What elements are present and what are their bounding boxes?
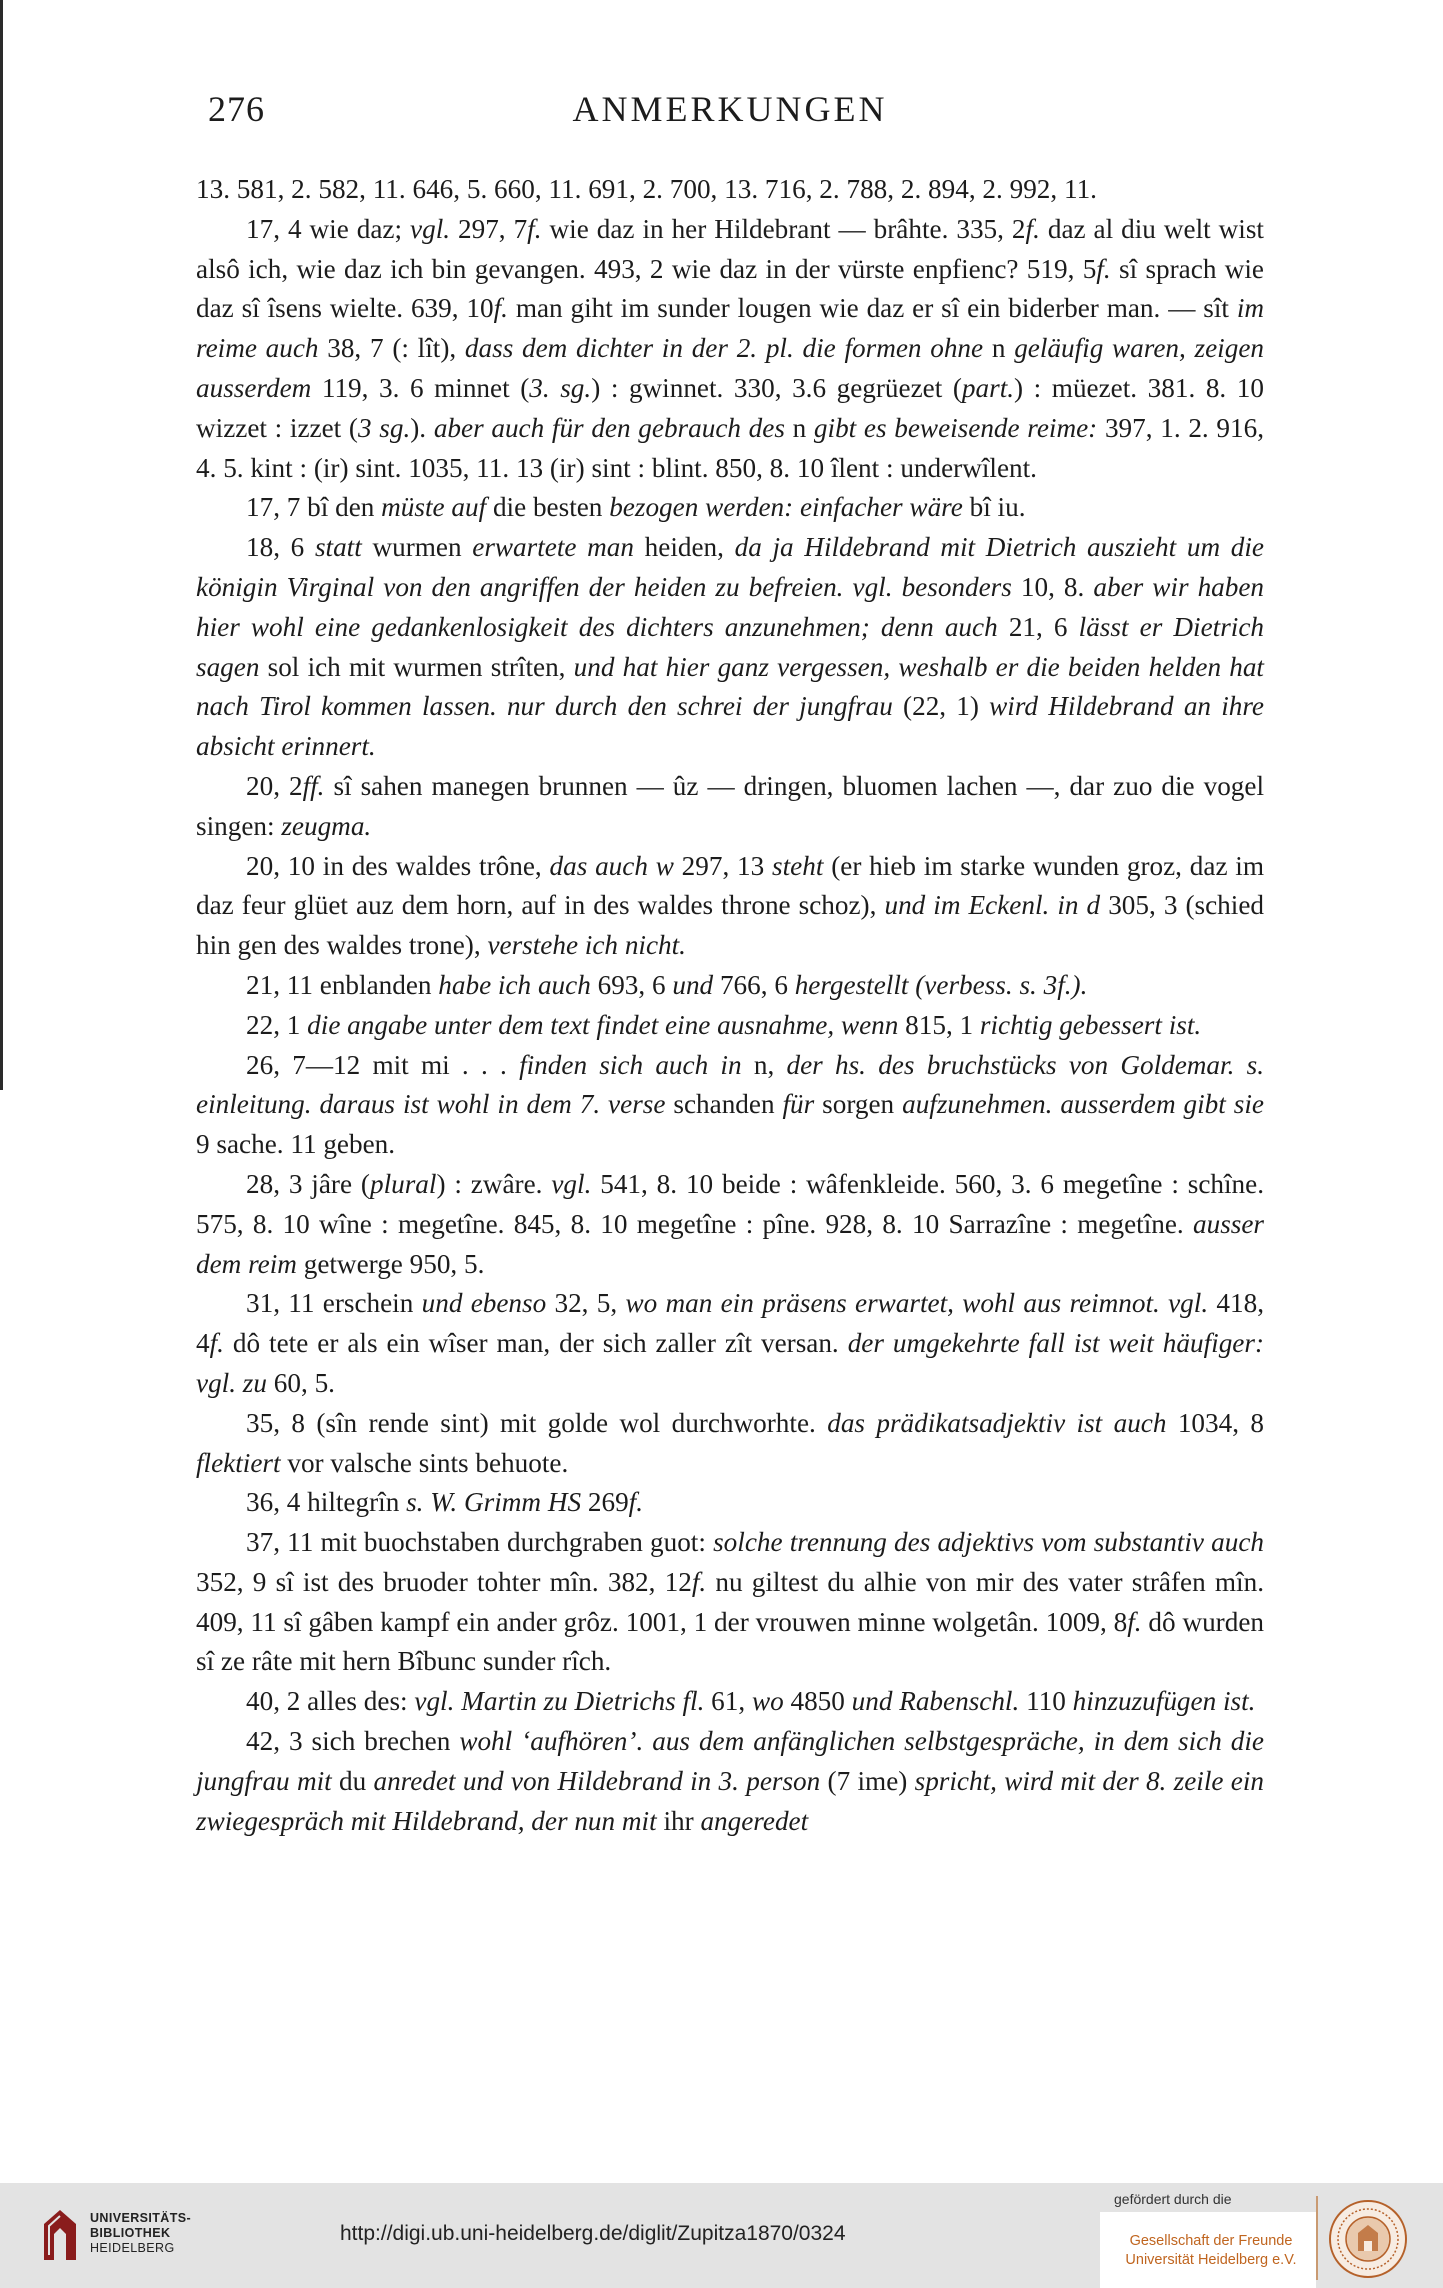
text-run: ). <box>410 412 434 443</box>
text-run: 297, 13 <box>673 850 773 881</box>
notes-body <box>196 170 1264 1841</box>
italic-run: f. <box>628 1487 644 1518</box>
text-run: 26, 7—12 mit mi . . . <box>246 1049 520 1080</box>
text-run: sî sprach wie daz sî îsens wielte. 639, 10 <box>196 253 1264 324</box>
text-run: 20, 10 in des waldes trône, <box>246 850 550 881</box>
italic-run: gibt es beweisende reime: <box>813 412 1098 443</box>
italic-run: f. <box>1096 253 1111 284</box>
italic-run: dass dem dichter in der 2. pl. die formen ohne <box>464 333 984 364</box>
italic-run: da ja Hildebrand mit Dietrich auszieht um die königin Virginal von den angriffen der heiden zu befreien. vgl. besonders <box>196 532 1264 602</box>
italic-run: die angabe unter dem text findet eine ausnahme, wenn <box>307 1009 899 1040</box>
text-run: getwerge 950, 5. <box>296 1248 485 1279</box>
text-run: 305, 3 (schied hin gen des waldes trone), <box>196 890 1264 961</box>
italic-run: vgl. Martin zu Dietrichs fl. <box>414 1686 705 1717</box>
note-paragraph <box>196 1523 1264 1682</box>
italic-run: angeredet <box>700 1805 809 1836</box>
italic-run: f. <box>527 213 542 244</box>
text-run: ) : zwâre. <box>436 1168 552 1199</box>
italic-run: und ebenso <box>421 1288 547 1319</box>
text-run: 60, 5. <box>266 1367 335 1398</box>
text-run: ihr <box>656 1805 701 1836</box>
italic-run: für <box>782 1089 815 1120</box>
text-run: dô wurden sî ze râte mit hern Bîbunc sunder rîch. <box>196 1606 1264 1677</box>
text-run: 541, 8. 10 beide : wâfenkleide. 560, 3. 6 megetîne : schîne. 575, 8. 10 wîne : megetîne. 845, 8. 10 megetîne : pîne. 928, 8. 10 Sarrazîne : megetîne. <box>196 1168 1265 1239</box>
italic-run: finden sich auch in <box>519 1049 742 1080</box>
italic-run: das prädikatsadjektiv ist auch <box>827 1407 1167 1438</box>
text-run: 4850 <box>783 1686 852 1717</box>
text-run: 61, <box>704 1686 752 1717</box>
italic-run: lässt er Dietrich sagen <box>196 611 1265 682</box>
italic-run: anredet und von Hildebrand in 3. person <box>373 1765 821 1796</box>
italic-run: 3 sg. <box>357 412 411 443</box>
note-paragraph <box>196 210 1264 489</box>
italic-run: aufzunehmen. ausserdem gibt sie <box>902 1089 1264 1120</box>
page-number: 276 <box>208 89 265 129</box>
italic-run: f. <box>1025 213 1040 244</box>
text-run: dô tete er als ein wîser man, der sich zaller zît versan. <box>223 1328 848 1359</box>
text-run: die besten <box>486 492 610 523</box>
text-run: wurmen <box>361 532 473 563</box>
note-paragraph <box>196 1165 1264 1284</box>
text-run: 17, 7 bî den <box>246 492 382 523</box>
text-run: 119, 3. 6 minnet ( <box>311 372 530 403</box>
library-name-line: HEIDELBERG <box>90 2241 175 2255</box>
italic-run: f. <box>209 1328 224 1359</box>
text-run: 31, 11 erschein <box>246 1288 422 1319</box>
text-run: man giht im sunder lougen wie daz er sî ein biderber man. — sît <box>507 293 1237 324</box>
italic-run: 3. sg. <box>529 372 592 403</box>
italic-run: ff. <box>302 770 325 801</box>
text-run: n <box>784 412 814 443</box>
text-run: heiden, <box>633 532 735 563</box>
text-run: 10, 8. <box>1011 571 1094 602</box>
page-header <box>196 88 1264 138</box>
text-run: wie daz in her Hildebrant — brâhte. 335, 2 <box>541 213 1026 244</box>
text-run: 36, 4 hiltegrîn <box>246 1487 407 1518</box>
note-paragraph <box>196 1483 1264 1523</box>
funder-name-line: Universität Heidelberg e.V. <box>1125 2252 1297 2268</box>
text-run: 32, 5, <box>546 1288 626 1319</box>
text-run: schanden <box>665 1089 783 1120</box>
text-run: bî iu. <box>962 492 1026 523</box>
italic-run: statt <box>314 532 362 563</box>
note-paragraph <box>196 847 1264 966</box>
italic-run: hinzuzufügen ist. <box>1072 1686 1256 1717</box>
text-run: du <box>331 1765 374 1796</box>
text-run: 17, 4 wie daz; <box>246 213 411 244</box>
italic-run: und Rabenschl. <box>851 1686 1020 1717</box>
text-run: (7 ime) <box>820 1765 915 1796</box>
funder-name-line: Gesellschaft der Freunde <box>1129 2233 1293 2249</box>
text-run: 815, 1 <box>898 1009 980 1040</box>
text-run: ) : gwinnet. 330, 3.6 gegrüezet ( <box>591 372 962 403</box>
italic-run: der umgekehrte fall ist weit häufiger: vgl. zu <box>196 1328 1264 1398</box>
italic-run: wo man ein präsens erwartet, wohl aus reimnot. vgl. <box>625 1288 1209 1319</box>
text-run: 110 <box>1019 1686 1073 1717</box>
italic-run: und <box>672 969 714 1000</box>
text-run: 397, 1. 2. 916, 4. 5. kint : (ir) sint. 1035, 11. 13 (ir) sint : blint. 850, 8. 10 îlent : underwîlent. <box>196 412 1264 483</box>
note-paragraph <box>196 1046 1264 1165</box>
text-run: 352, 9 sî ist des bruoder tohter mîn. 382, 12 <box>196 1566 692 1597</box>
funder-divider <box>1316 2196 1318 2280</box>
italic-run: aber auch für den gebrauch des <box>433 412 785 443</box>
italic-run: steht <box>772 850 824 881</box>
text-run: (22, 1) <box>892 691 990 722</box>
text-run: 40, 2 alles des: <box>246 1686 415 1717</box>
text-run: n, <box>741 1049 787 1080</box>
text-run: vor valsche sints behuote. <box>280 1447 569 1478</box>
permalink-url[interactable]: http://digi.ub.uni-heidelberg.de/diglit/Zupitza1870/0324 <box>340 2222 846 2245</box>
italic-run: flektiert <box>196 1447 281 1478</box>
text-run: 18, 6 <box>246 532 315 563</box>
library-name-line: UNIVERSITÄTS- <box>90 2211 192 2225</box>
note-paragraph <box>196 1682 1264 1722</box>
italic-run: wohl ‘aufhören’. aus dem anfänglichen selbstgespräche, in dem sich die jungfrau mit <box>196 1726 1264 1796</box>
italic-run: wird Hildebrand an ihre absicht erinnert. <box>196 691 1265 762</box>
text-run: 28, 3 jâre ( <box>246 1168 370 1199</box>
italic-run: erwartete man <box>472 532 634 563</box>
text-run: daz al diu welt wist alsô ich, wie daz ich bin gevangen. 493, 2 wie daz in der vürste enpfienc? 519, 5 <box>196 213 1264 284</box>
italic-run: das auch w <box>549 850 674 881</box>
italic-run: vgl. <box>410 213 451 244</box>
running-title: ANMERKUNGEN <box>572 89 888 129</box>
italic-run: s. W. Grimm HS <box>406 1487 582 1518</box>
text-run: 38, 7 (: lît), <box>318 333 465 364</box>
note-paragraph <box>196 1006 1264 1046</box>
note-paragraph <box>196 1404 1264 1484</box>
text-run: 35, 8 (sîn rende sint) mit golde wol durchworhte. <box>246 1407 828 1438</box>
text-run: 20, 2 <box>246 770 303 801</box>
text-run: 21, 6 <box>997 611 1079 642</box>
library-name <box>90 2211 191 2256</box>
italic-run: zeugma. <box>281 810 372 841</box>
italic-run: der hs. des bruchstücks von Goldemar. s. einleitung. daraus ist wohl in dem 7. verse <box>196 1049 1265 1120</box>
italic-run: müste auf <box>381 492 487 523</box>
university-seal-icon <box>1328 2199 1408 2279</box>
italic-run: und hat hier ganz vergessen, weshalb er die beiden helden hat nach Tirol kommen lassen. nur durch den schrei der jungfrau <box>196 651 1264 722</box>
text-run: 269 <box>581 1487 629 1518</box>
text-run: 766, 6 <box>713 969 795 1000</box>
text-run: 9 sache. 11 geben. <box>196 1129 396 1160</box>
italic-run: part. <box>961 372 1015 403</box>
funded-by-label: gefördert durch die <box>1114 2191 1232 2207</box>
italic-run: aber wir haben hier wohl eine gedankenlosigkeit des dichters anzunehmen; denn auch <box>196 571 1265 642</box>
italic-run: und im Eckenl. in d <box>884 890 1101 921</box>
italic-run: solche trennung des adjektivs vom substantiv auch <box>713 1527 1264 1558</box>
italic-run: f. <box>691 1566 707 1597</box>
text-run: sol ich mit wurmen strîten, <box>259 651 574 682</box>
italic-run: habe ich auch <box>438 969 591 1000</box>
text-run: 693, 6 <box>590 969 673 1000</box>
text-run: 1034, 8 <box>1166 1407 1264 1438</box>
text-run: 418, 4 <box>196 1288 1264 1359</box>
note-paragraph <box>196 767 1264 847</box>
text-run: sorgen <box>814 1089 903 1120</box>
text-run: 42, 3 sich brechen <box>246 1726 460 1757</box>
text-run: 37, 11 mit buochstaben durchgraben guot: <box>246 1527 714 1558</box>
text-run: sî sahen manegen brunnen — ûz — dringen, bluomen lachen —, dar zuo die vogel singen: <box>196 770 1264 841</box>
note-paragraph <box>196 528 1264 767</box>
italic-run: verstehe ich nicht. <box>487 930 686 961</box>
note-paragraph <box>196 1722 1264 1841</box>
text-run: 22, 1 <box>246 1009 308 1040</box>
scan-page-edge <box>0 0 3 1090</box>
italic-run: hergestellt (verbess. s. 3f.). <box>794 969 1088 1000</box>
text-run: ) : müezet. 381. 8. 10 wizzet : izzet ( <box>196 372 1264 443</box>
italic-run: im reime auch <box>196 293 1264 364</box>
italic-run: ausser dem reim <box>196 1208 1264 1279</box>
note-paragraph <box>196 170 1264 210</box>
text-run: nu giltest du alhie von mir des vater strâfen mîn. 409, 11 sî gâben kampf ein ander grôz. 1001, 1 der vrouwen minne wolgetân. 1009, 8 <box>196 1566 1264 1637</box>
library-name-line: BIBLIOTHEK <box>90 2226 171 2240</box>
italic-run: richtig gebessert ist. <box>979 1009 1202 1040</box>
text-run: (er hieb im starke wunden groz, daz im daz feur glüet auz dem horn, auf in des waldes throne schoz), <box>196 850 1265 921</box>
text-run: 21, 11 enblanden <box>246 969 439 1000</box>
text-run: 13. 581, 2. 582, 11. 646, 5. 660, 11. 691, 2. 700, 13. 716, 2. 788, 2. 894, 2. 992, 11. <box>196 174 1097 204</box>
italic-run: spricht, wird mit der 8. zeile ein zwiegespräch mit Hildebrand, der nun mit <box>196 1765 1264 1836</box>
italic-run: wo <box>751 1686 784 1717</box>
funder-name <box>1112 2232 1310 2270</box>
text-run: n <box>983 333 1015 364</box>
italic-run: vgl. <box>551 1168 592 1199</box>
note-paragraph <box>196 966 1264 1006</box>
university-library-logo-icon <box>38 2208 82 2264</box>
note-paragraph <box>196 488 1264 528</box>
italic-run: f. <box>493 293 508 324</box>
italic-run: plural <box>369 1168 437 1199</box>
note-paragraph <box>196 1284 1264 1403</box>
italic-run: f. <box>1127 1606 1142 1637</box>
text-run: 297, 7 <box>450 213 528 244</box>
italic-run: geläufig waren, zeigen ausserdem <box>196 333 1264 403</box>
italic-run: bezogen werden: einfacher wäre <box>609 492 963 523</box>
